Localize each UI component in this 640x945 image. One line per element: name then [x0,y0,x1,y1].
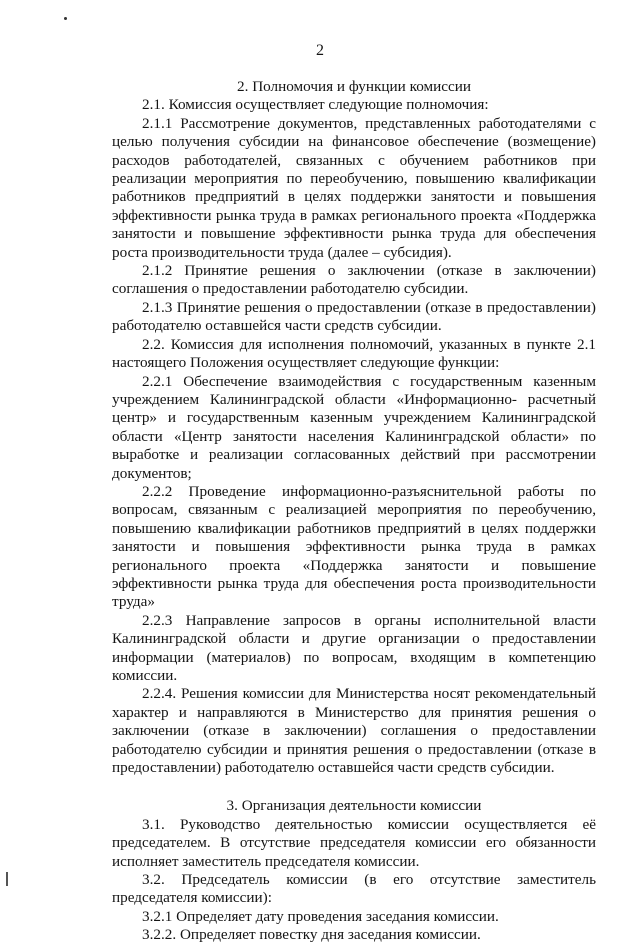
section-3-title: 3. Организация деятельности комиссии [226,797,482,815]
paragraph-3-2-2: 3.2.2. Определяет повестку дня заседания комиссии. [142,926,481,944]
page-number: 2 [316,42,324,59]
paragraph-2-2-4: 2.2.4. Решения комиссии для Министерства носят рекомендательный характер и направляются в Министерство для принятия решения о заключении (отказе в заключении) соглашения о предоставлении работодателю субсидии и принятия решения о предоставлении (отказе в предоставлении) работодателю оставшейся части средств субсидии. [112,685,596,777]
paragraph-2-1-2: 2.1.2 Принятие решения о заключении (отказе в заключении) соглашения о предоставлении работодателю субсидии. [112,262,596,298]
scan-speck [64,17,67,20]
section-2-title: 2. Полномочия и функции комиссии [237,78,471,95]
paragraph-2-2-2: 2.2.2 Проведение информационно-разъяснительной работы по вопросам, связанным с реализацией мероприятия по переобучению, повышению квалификации работников предприятий в целях поддержки занятости и повышения эффективности рынка труда в рамках регионального проекта «Поддержка занятости и повышение эффективности рынка труда для обеспечения роста производительности труда» [112,482,596,611]
paragraph-2-2-3: 2.2.3 Направление запросов в органы исполнительной власти Калининградской области и другие организации о предоставлении информации (материалов) по вопросам, входящим в компетенцию комиссии. [112,611,596,684]
paragraph-3-2: 3.2. Председатель комиссии (в его отсутствие заместитель председателя комиссии): [112,871,596,907]
paragraph-2-1-3: 2.1.3 Принятие решения о предоставлении (отказе в предоставлении) работодателю оставшейся части средств субсидии. [112,298,596,335]
paragraph-3-2-1: 3.2.1 Определяет дату проведения заседания комиссии. [142,907,499,925]
scan-edge-mark [6,872,8,886]
document-body [112,78,596,945]
paragraph-2-1-1: 2.1.1 Рассмотрение документов, представленных работодателями с целью получения субсидии на финансовое обеспечение (возмещение) расходов работодателей, связанных с обучением работников при реализации мероприятия по переобучению, повышению квалификации работников предприятий в целях поддержки занятости и повышения эффективности рынка труда в рамках регионального проекта «Поддержка занятости и повышение эффективности рынка труда для обеспечения роста производительности труда (далее – субсидия). [112,114,596,261]
paragraph-2-2-1: 2.2.1 Обеспечение взаимодействия с государственным казенным учреждением Калининградской области «Информационно- расчетный центр» и государственным казенным учреждением Калининградской области «Центр занятости населения Калининградской области» по выработке и реализации согласованных действий при рассмотрении документов; [112,372,596,482]
paragraph-2-2: 2.2. Комиссия для исполнения полномочий, указанных в пункте 2.1 настоящего Положения осуществляет следующие функции: [112,335,596,372]
paragraph-2-1: 2.1. Комиссия осуществляет следующие полномочия: [142,96,489,114]
paragraph-3-1: 3.1. Руководство деятельностью комиссии осуществляется её председателем. В отсутствие председателя комиссии его обязанности исполняет заместитель председателя комиссии. [112,815,596,870]
